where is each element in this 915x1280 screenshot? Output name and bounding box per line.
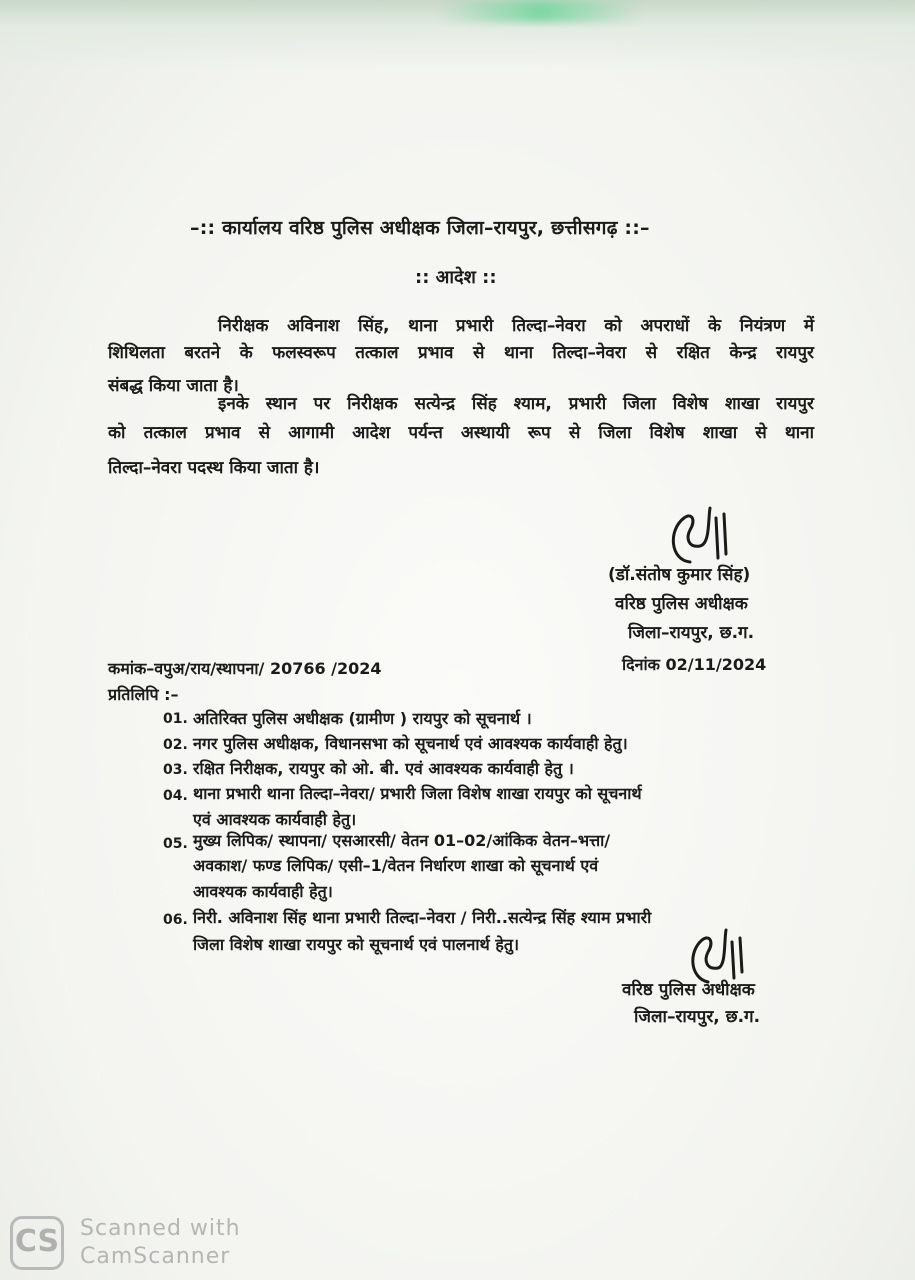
para1-line3: संबद्ध किया जाता है। [108,376,239,396]
copy-item-text: जिला विशेष शाखा रायपुर को सूचनार्थ एवं पालनार्थ हेतु। [193,935,520,954]
para1-line1: निरीक्षक अविनाश सिंह, थाना प्रभारी तिल्दा–नेवरा को अपराधों के नियंत्रण में [218,316,814,336]
order-date: दिनांक 02/11/2024 [622,655,767,674]
reference-number: कमांक–वपुअ/राय/स्थापना/ 20766 /2024 [108,659,382,678]
watermark-line2: CamScanner [80,1244,231,1269]
copy-item-number: 05. [163,836,188,852]
camscanner-logo-icon: CS [10,1216,64,1270]
signatory-name: (डॉ.संतोष कुमार सिंह) [608,565,751,585]
copy-item-text: एवं आवश्यक कार्यवाही हेतु। [193,810,357,829]
para1-line2: शिथिलता बरतने के फलस्वरूप तत्काल प्रभाव से थाना तिल्दा–नेवरा से रक्षित केन्द्र रायपुर [108,343,814,363]
copy-item-number: 01. [163,711,188,727]
signatory-office: जिला–रायपुर, छ.ग. [628,623,755,643]
copy-item-text: अवकाश/ फण्ड लिपिक/ एसी–1/वेतन निर्धारण शाखा को सूचनार्थ एवं [193,856,599,875]
copy-item-text: मुख्य लिपिक/ स्थापना/ एसआरसी/ वेतन 01–02/आंकिक वेतन–भत्ता/ [193,831,611,850]
order-title: :: आदेश :: [415,267,497,288]
footer-signatory-designation: वरिष्ठ पुलिस अधीक्षक [622,980,755,1000]
para2-line3: तिल्दा–नेवरा पदस्थ किया जाता है। [108,458,320,478]
footer-signatory-office: जिला–रायपुर, छ.ग. [634,1007,761,1027]
copy-item-text: नगर पुलिस अधीक्षक, विधानसभा को सूचनार्थ एवं आवश्यक कार्यवाही हेतु। [193,734,628,753]
copy-item-text: निरी. अविनाश सिंह थाना प्रभारी तिल्दा–नेवरा / निरी..सत्येन्द्र सिंह श्याम प्रभारी [193,908,652,927]
signatory-designation: वरिष्ठ पुलिस अधीक्षक [615,594,748,614]
copy-item-text: थाना प्रभारी थाना तिल्दा–नेवरा/ प्रभारी जिला विशेष शाखा रायपुर को सूचनार्थ [193,784,642,803]
scan-top-edge [0,0,915,70]
signature-mark [660,500,740,570]
copy-item-text: रक्षित निरीक्षक, रायपुर को ओ. बी. एवं आवश्यक कार्यवाही हेतु । [193,759,574,778]
copy-to-label: प्रतिलिपि :– [108,685,179,704]
watermark-line1: Scanned with [80,1216,241,1241]
copy-item-number: 02. [163,737,188,753]
para2-line2: को तत्काल प्रभाव से आगामी आदेश पर्यन्त अस्थायी रूप से जिला विशेष शाखा से थाना [108,423,814,443]
copy-item-number: 04. [163,788,188,804]
copy-item-number: 06. [163,912,188,928]
para2-line1: इनके स्थान पर निरीक्षक सत्येन्द्र सिंह श्याम, प्रभारी जिला विशेष शाखा रायपुर [218,394,814,414]
copy-item-number: 03. [163,762,188,778]
copy-item-text: आवश्यक कार्यवाही हेतु। [193,882,333,901]
office-header: –:: कार्यालय वरिष्ठ पुलिस अधीक्षक जिला–रायपुर, छत्तीसगढ़ ::– [190,217,650,239]
copy-item-text: अतिरिक्त पुलिस अधीक्षक (ग्रामीण ) रायपुर को सूचनार्थ । [193,709,532,728]
